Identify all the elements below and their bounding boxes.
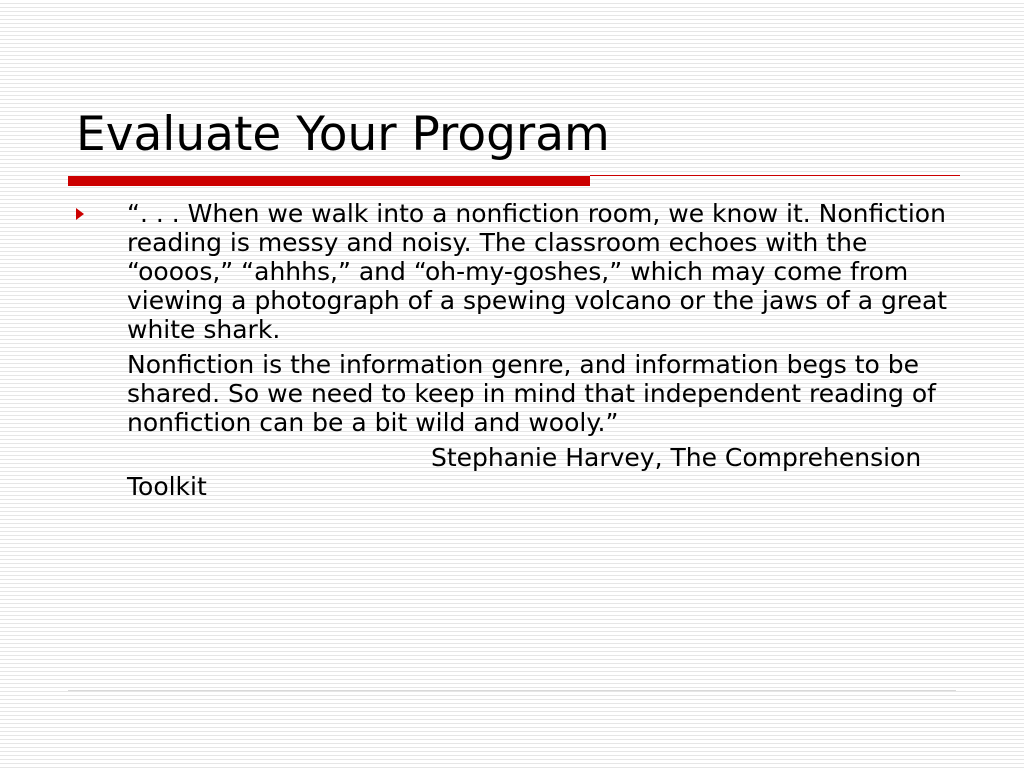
title-underline-red-bar (68, 176, 590, 186)
quote-paragraph-1: “. . . When we walk into a nonfiction room, we know it. Nonfiction reading is messy and noisy. The classroom echoes with the “oooos,” “ahhhs,” and “oh-my-goshes,” which may come from viewing a photograph of a spewing volcano or the jaws of a great white shark. (127, 199, 948, 344)
quote-block (127, 199, 957, 501)
footer-divider (68, 690, 956, 691)
triangle-bullet-icon (76, 208, 84, 220)
slide-title: Evaluate Your Program (76, 107, 610, 162)
quote-paragraph-2: Nonfiction is the information genre, and information begs to be shared. So we need to keep in mind that independent reading of nonfiction can be a bit wild and wooly.” (127, 350, 936, 437)
title-underline (68, 174, 960, 188)
title-underline-thin-line (590, 175, 960, 176)
quote-attribution: Stephanie Harvey, The Comprehension Toolkit (127, 443, 922, 501)
